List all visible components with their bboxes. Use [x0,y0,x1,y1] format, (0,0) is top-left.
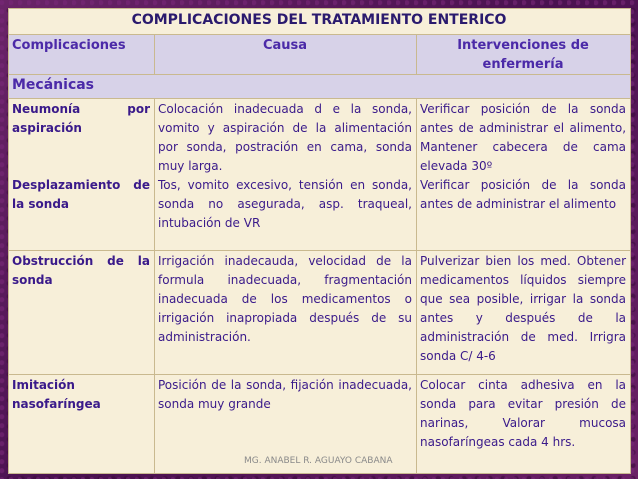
complications-table [8,8,631,474]
header-causa: Causa [155,35,417,75]
footer-author: MG. ANABEL R. AGUAYO CABANA [244,456,393,466]
complication-desplazamiento: Desplazamiento de la sonda [12,178,150,211]
header-intervenciones: Intervenciones de enfermería [417,35,631,75]
table-title: COMPLICACIONES DEL TRATAMIENTO ENTERICO [9,9,631,35]
cause-desplazamiento: Tos, vomito excesivo, tensión en sonda, sonda no asegurada, asp. traqueal, intubación de VR [158,178,412,230]
table-row [9,99,631,251]
intervention-desplazamiento: Verificar posición de la sonda antes de administrar el alimento [420,178,627,211]
table-row [9,251,631,375]
cause-imitacion: Posición de la sonda, fijación inadecuada, sonda muy grande [155,375,417,474]
section-mecanicas: Mecánicas [9,75,631,99]
intervention-imitacion: Colocar cinta adhesiva en la sonda para evitar presión de narinas, Valorar mucosa nasofaríngeas cada 4 hrs. [417,375,631,474]
complication-cell [9,99,155,251]
cause-neumonia: Colocación inadecuada d e la sonda, vomito y aspiración de la alimentación por sonda, postración en cama, sonda muy larga. [158,102,412,173]
intervention-cell [417,99,631,251]
intervention-obstruccion: Pulverizar bien los med. Obtener medicamentos líquidos siempre que sea posible, irrigar la sonda antes y después de la administración de med. Irrigra sonda C/ 4-6 [417,251,631,375]
intervention-neumonia: Verificar posición de la sonda antes de administrar el alimento, Mantener cabecera de cama elevada 30º [420,102,627,173]
cause-cell [155,99,417,251]
cause-obstruccion: Irrigación inadecauda, velocidad de la formula inadecuada, fragmentación inadecuada de los medicamentos o irrigación inapropiada después de su administración. [155,251,417,375]
complication-obstruccion: Obstrucción de la sonda [9,251,155,375]
complication-imitacion: Imitación nasofaríngea [9,375,155,474]
complication-neumonia: Neumonía por aspiración [12,102,150,135]
header-complicaciones: Complicaciones [9,35,155,75]
